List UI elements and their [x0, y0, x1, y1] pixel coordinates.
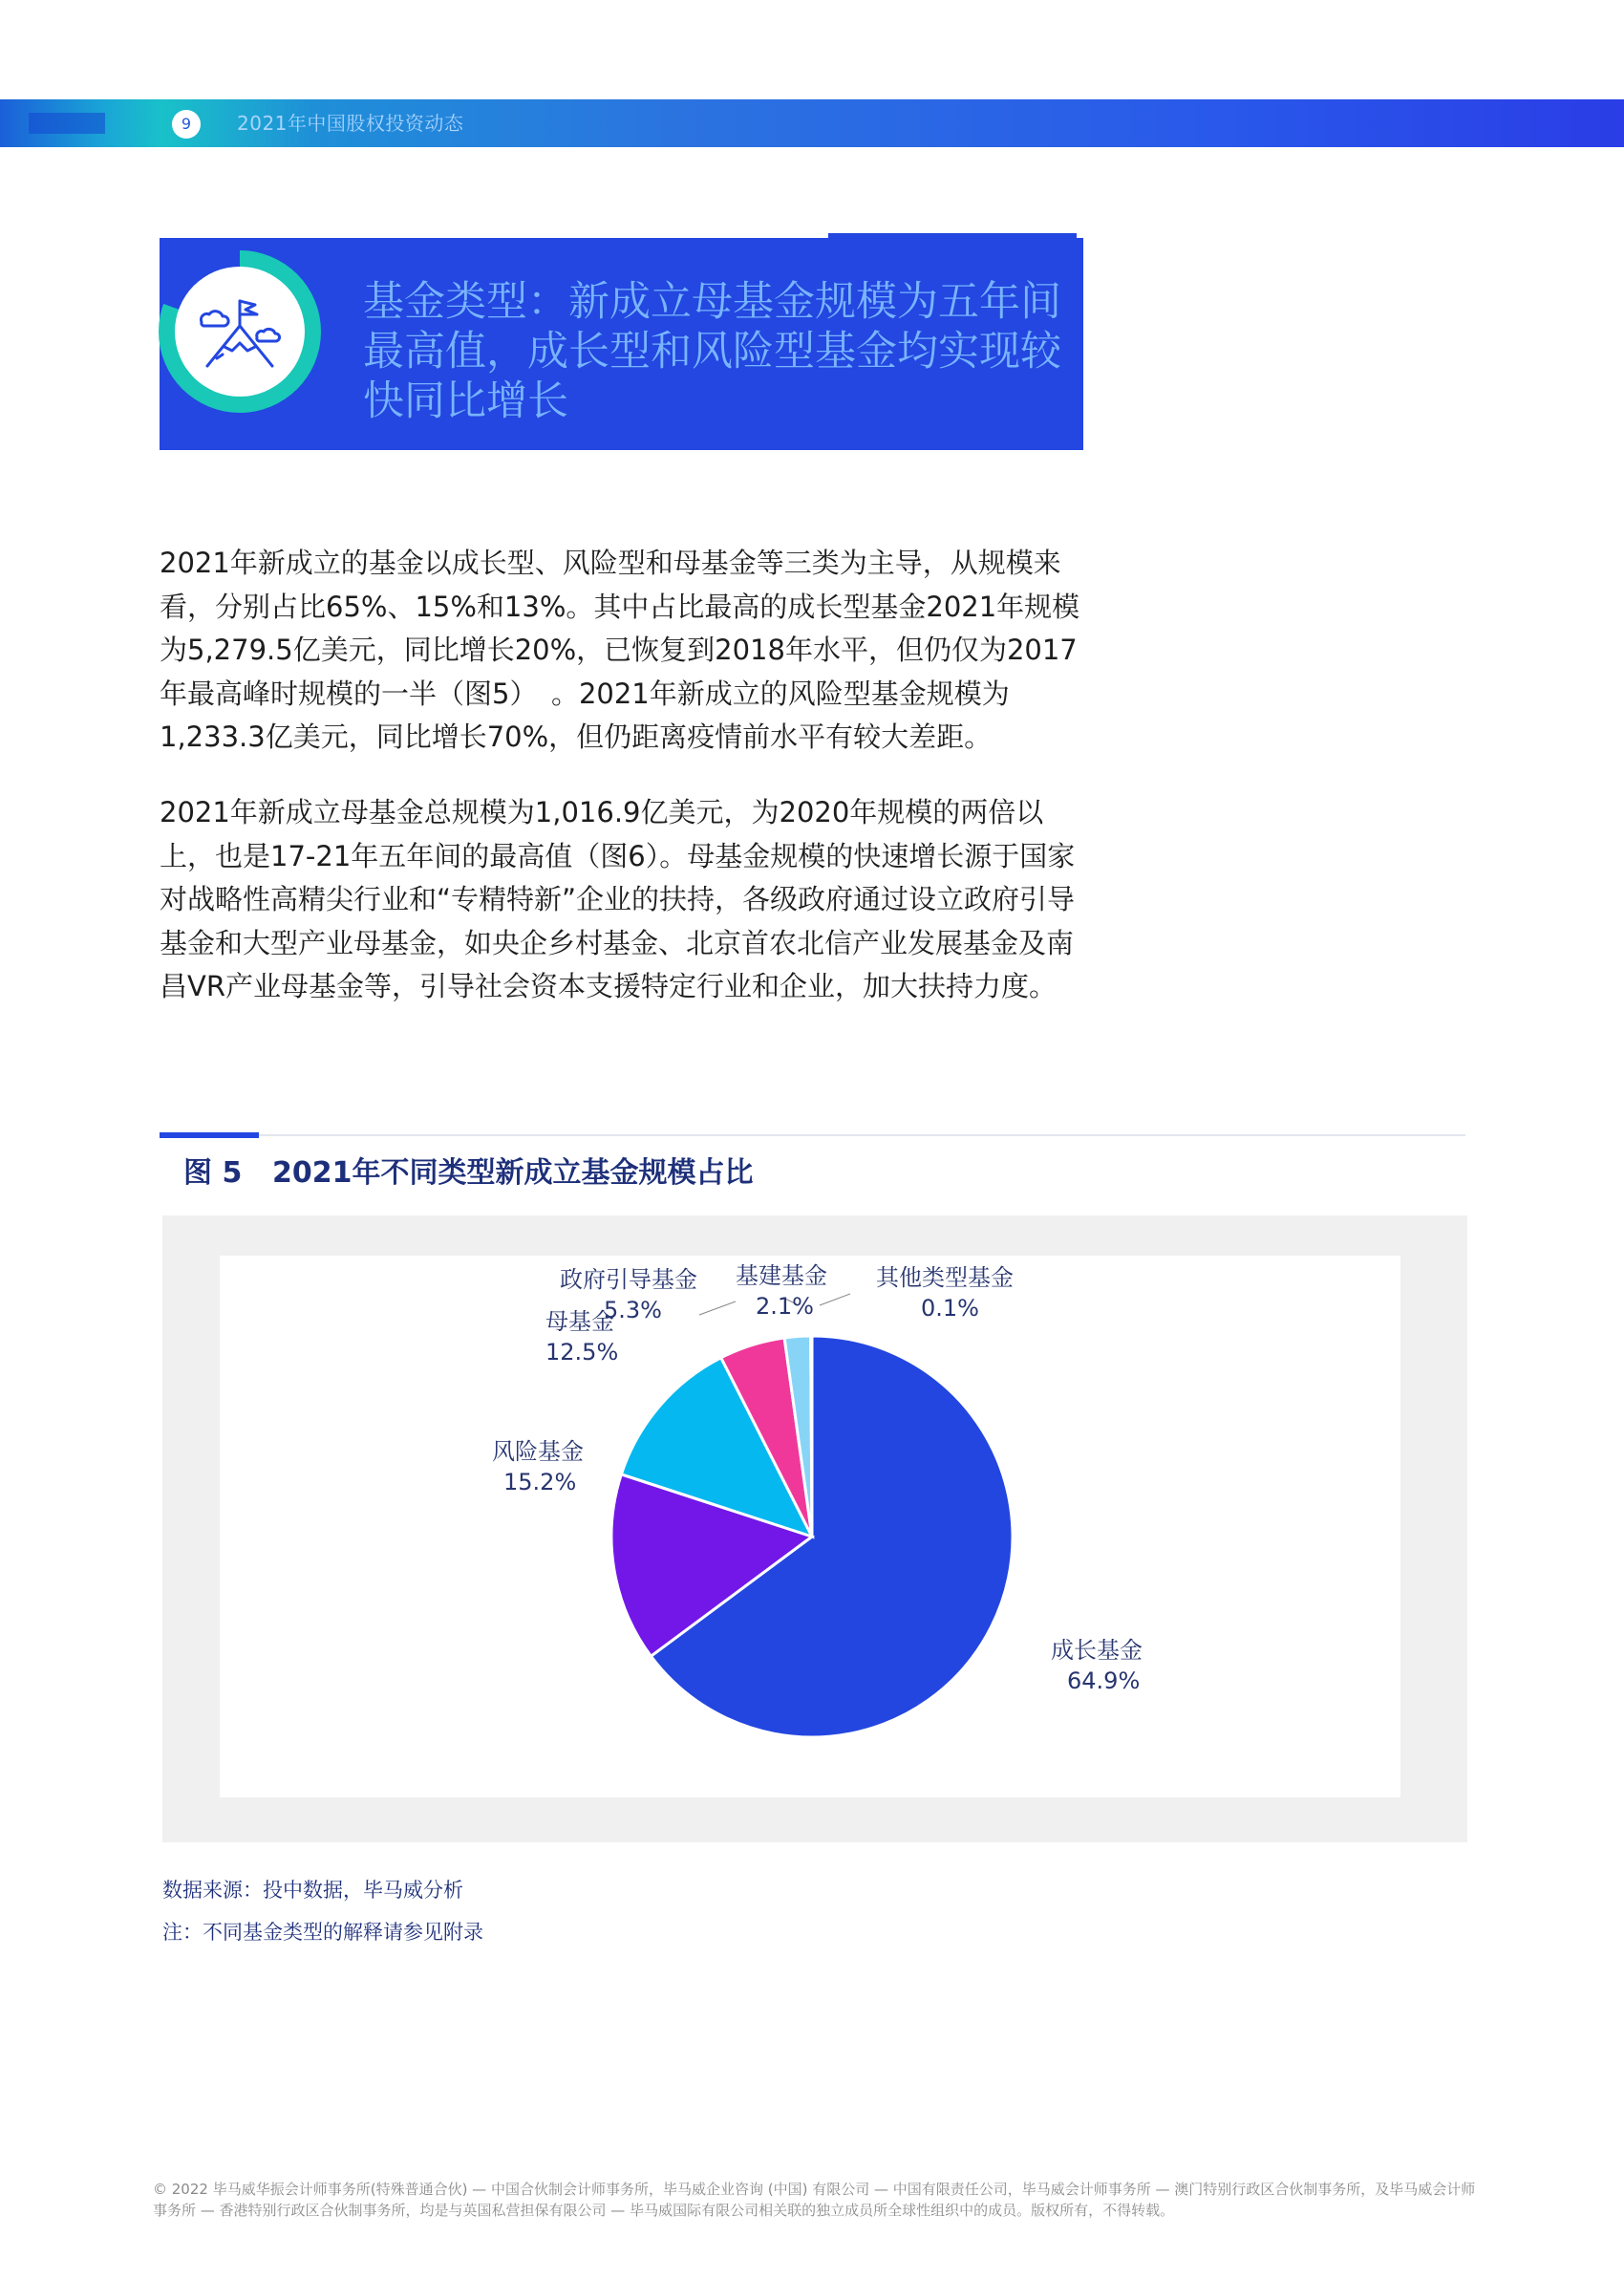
pie-chart: [220, 1256, 1400, 1797]
slice-label-name-5: 其他类型基金: [876, 1264, 1014, 1291]
pie-slice-5: [811, 1336, 812, 1537]
leader-line-2: [820, 1294, 850, 1305]
figure-label: 图 5: [183, 1156, 243, 1190]
slice-label-value-4: 2.1%: [756, 1293, 814, 1320]
body-paragraph-1: 2021年新成立的基金以成长型、风险型和母基金等三类为主导，从规模来看，分别占比65%、15%和13%。其中占比最高的成长型基金2021年规模为5,279.5亿美元，同比增长20%，已恢复到2018年水平，但仍仅为2017年最高峰时规模的一半（图5） 。2021年新成立的风险型基金规模为1,233.3亿美元，同比增长70%，但仍距离疫情前水平有较大差距。: [160, 547, 1080, 754]
chart-area: [220, 1256, 1400, 1797]
slice-label-name-2: 母基金: [545, 1308, 614, 1335]
data-source: 数据来源：投中数据，毕马威分析: [162, 1879, 463, 1902]
chart-frame: [162, 1215, 1467, 1842]
slice-label-name-3: 政府引导基金: [560, 1266, 697, 1293]
slice-label-value-3: 5.3%: [604, 1297, 662, 1323]
slice-label-name-0: 成长基金: [1051, 1637, 1143, 1664]
slice-label-value-2: 12.5%: [545, 1339, 619, 1366]
page-number-badge: 9: [172, 110, 201, 139]
title-box-accent: [828, 233, 1077, 239]
slice-label-value-5: 0.1%: [921, 1295, 979, 1322]
figure-note: 注：不同基金类型的解释请参见附录: [162, 1921, 483, 1944]
section-title: 基金类型：新成立母基金规模为五年间最高值，成长型和风险型基金均实现较快同比增长: [363, 278, 1061, 425]
body-paragraph-2: 2021年新成立母基金总规模为1,016.9亿美元，为2020年规模的两倍以上，也是17-21年五年间的最高值（图6）。母基金规模的快速增长源于国家对战略性高精尖行业和“专精特新”企业的扶持，各级政府通过设立政府引导基金和大型产业母基金，如央企乡村基金、北京首农北信产业发展基金及南昌VR产业母基金等，引导社会资本支援特定行业和企业，加大扶持力度。: [160, 796, 1076, 1003]
slice-label-name-1: 风险基金: [492, 1438, 584, 1465]
figure-divider-accent: [160, 1132, 259, 1138]
header-bar: [0, 99, 1624, 147]
figure-title: 2021年不同类型新成立基金规模占比: [272, 1156, 754, 1190]
footer-copyright: © 2022 毕马威华振会计师事务所(特殊普通合伙) — 中国合伙制会计师事务所，毕马威企业咨询 (中国) 有限公司 — 中国有限责任公司，毕马威会计师事务所 — 澳门特别行政区合伙制事务所，及毕马威会计师事务所 — 香港特别行政区合伙制事务所，均是与英国私营担保有限公司 — 毕马威国际有限公司相关联的独立成员所全球性组织中的成员。版权所有，不得转载。: [153, 2181, 1476, 2219]
figure-divider: [160, 1134, 1465, 1136]
slice-label-value-0: 64.9%: [1067, 1667, 1141, 1694]
mountain-flag-icon: [175, 267, 305, 397]
slice-label-value-1: 15.2%: [503, 1469, 577, 1495]
header-title: 2021年中国股权投资动态: [237, 112, 464, 135]
header-accent-strip: [29, 113, 105, 134]
slice-label-name-4: 基建基金: [736, 1262, 827, 1289]
leader-line-0: [699, 1301, 736, 1315]
